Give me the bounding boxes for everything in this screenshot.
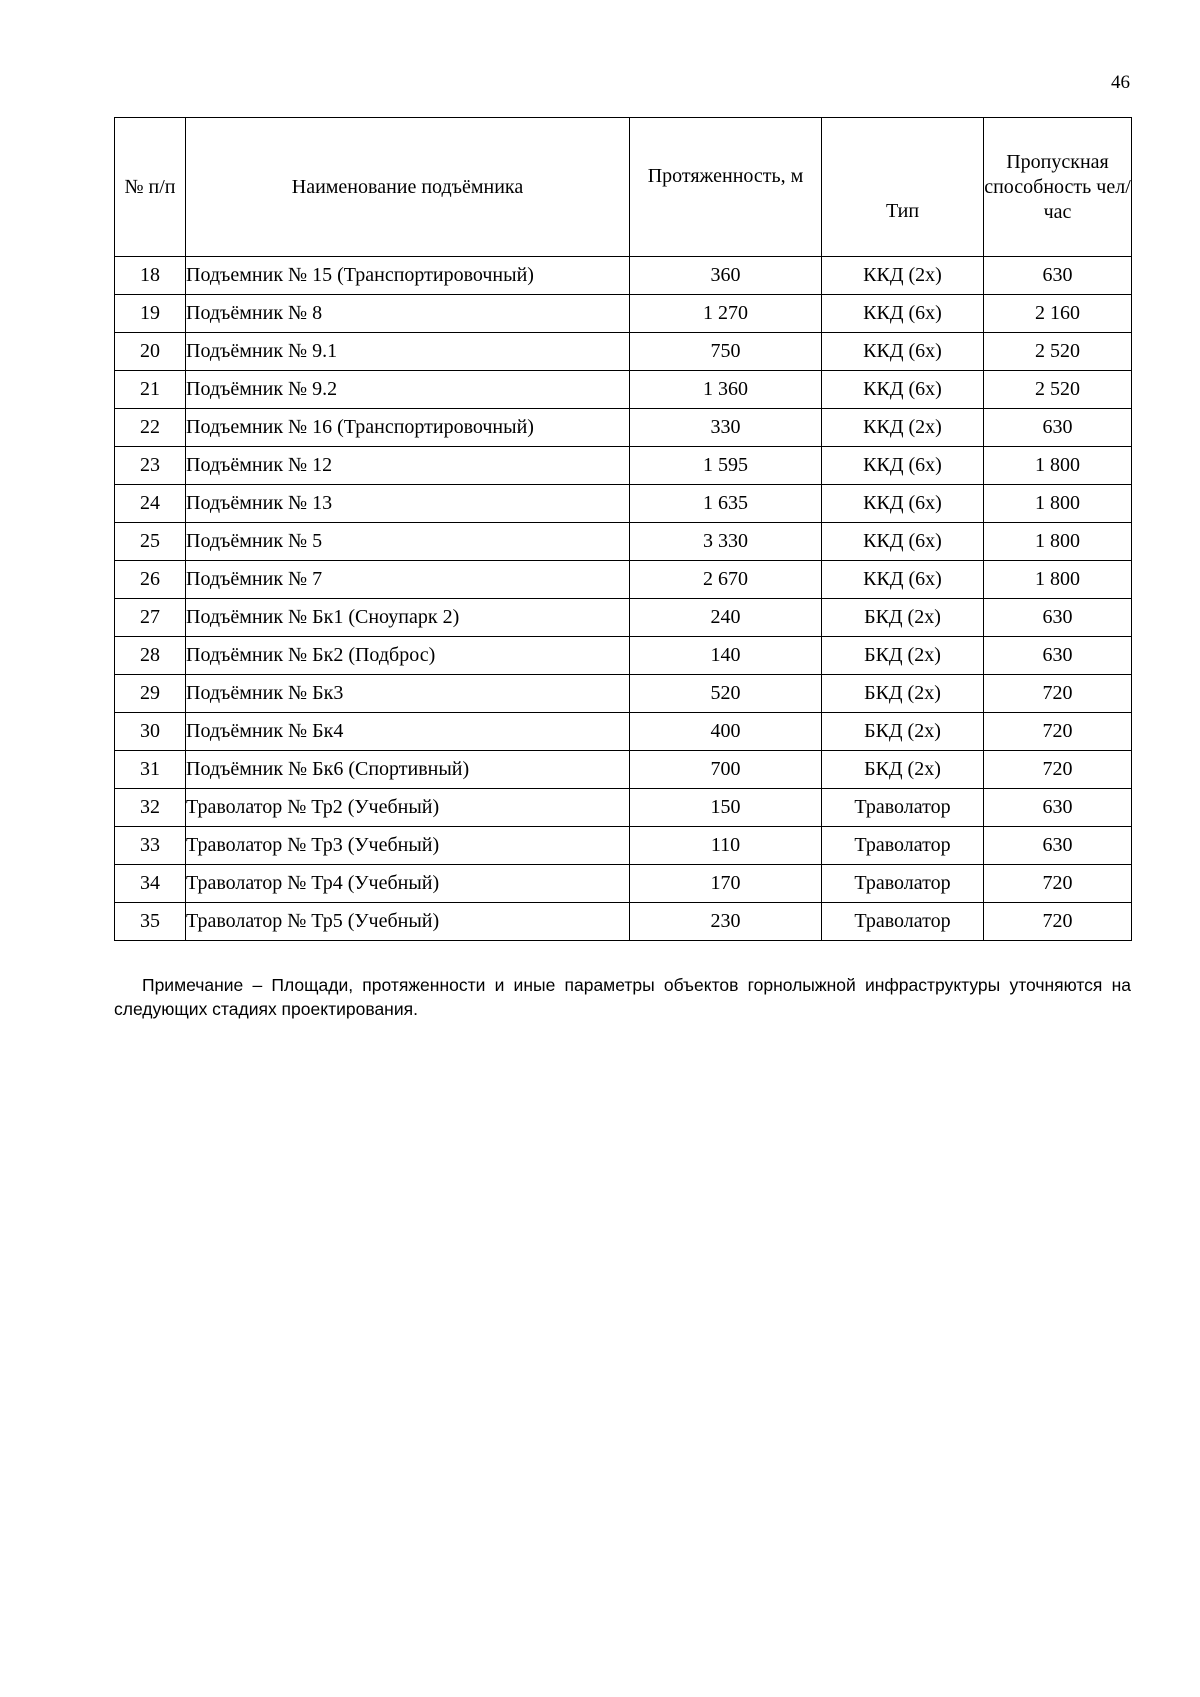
cell-name: Подъёмник № 5 <box>186 523 630 561</box>
cell-name: Подъемник № 15 (Транспортировочный) <box>186 257 630 295</box>
table-note: Примечание – Площади, протяженности и иные параметры объектов горнолыжной инфраструктуры уточняются на следующих стадиях проектирования. <box>114 975 1131 1019</box>
table-row <box>115 485 1132 523</box>
cell-num: 34 <box>115 865 186 903</box>
cell-name: Подъёмник № 13 <box>186 485 630 523</box>
cell-capacity: 630 <box>984 599 1132 637</box>
lifts-table <box>114 117 1132 941</box>
cell-length: 150 <box>630 789 822 827</box>
cell-length: 330 <box>630 409 822 447</box>
cell-num: 26 <box>115 561 186 599</box>
cell-type: ККД (6х) <box>822 333 984 371</box>
cell-length: 230 <box>630 903 822 941</box>
cell-num: 27 <box>115 599 186 637</box>
table-row <box>115 409 1132 447</box>
cell-length: 520 <box>630 675 822 713</box>
cell-name: Подъёмник № 8 <box>186 295 630 333</box>
cell-type: Траволатор <box>822 903 984 941</box>
cell-num: 28 <box>115 637 186 675</box>
table-header <box>115 118 1132 257</box>
cell-capacity: 1 800 <box>984 561 1132 599</box>
cell-length: 240 <box>630 599 822 637</box>
cell-name: Подъёмник № Бк2 (Подброс) <box>186 637 630 675</box>
cell-name: Подъёмник № 12 <box>186 447 630 485</box>
cell-name: Подъёмник № Бк1 (Сноупарк 2) <box>186 599 630 637</box>
cell-name: Подъёмник № 7 <box>186 561 630 599</box>
cell-type: БКД (2х) <box>822 713 984 751</box>
cell-length: 700 <box>630 751 822 789</box>
cell-name: Подъёмник № Бк6 (Спортивный) <box>186 751 630 789</box>
cell-name: Подъёмник № 9.1 <box>186 333 630 371</box>
cell-num: 32 <box>115 789 186 827</box>
table-row <box>115 333 1132 371</box>
table-row <box>115 903 1132 941</box>
cell-length: 110 <box>630 827 822 865</box>
cell-capacity: 720 <box>984 713 1132 751</box>
cell-type: Траволатор <box>822 865 984 903</box>
header-type: Тип <box>822 118 984 257</box>
cell-capacity: 630 <box>984 827 1132 865</box>
table-row <box>115 599 1132 637</box>
cell-capacity: 2 520 <box>984 333 1132 371</box>
header-name: Наименование подъёмника <box>186 118 630 257</box>
cell-type: БКД (2х) <box>822 637 984 675</box>
table-row <box>115 865 1132 903</box>
table-row <box>115 637 1132 675</box>
cell-capacity: 630 <box>984 257 1132 295</box>
cell-num: 24 <box>115 485 186 523</box>
cell-capacity: 630 <box>984 789 1132 827</box>
cell-capacity: 630 <box>984 409 1132 447</box>
cell-type: БКД (2х) <box>822 599 984 637</box>
cell-length: 1 360 <box>630 371 822 409</box>
table-row <box>115 789 1132 827</box>
table-row <box>115 295 1132 333</box>
table-row <box>115 751 1132 789</box>
cell-length: 140 <box>630 637 822 675</box>
table-row <box>115 713 1132 751</box>
cell-length: 1 635 <box>630 485 822 523</box>
header-capacity: Пропускная способность чел/час <box>984 118 1132 257</box>
cell-num: 30 <box>115 713 186 751</box>
table-row <box>115 523 1132 561</box>
cell-length: 2 670 <box>630 561 822 599</box>
cell-name: Траволатор № Тр4 (Учебный) <box>186 865 630 903</box>
cell-type: ККД (2х) <box>822 257 984 295</box>
cell-name: Траволатор № Тр3 (Учебный) <box>186 827 630 865</box>
cell-capacity: 720 <box>984 865 1132 903</box>
page-number: 46 <box>1111 72 1130 93</box>
cell-type: ККД (6х) <box>822 485 984 523</box>
cell-name: Подъёмник № 9.2 <box>186 371 630 409</box>
cell-length: 170 <box>630 865 822 903</box>
cell-length: 750 <box>630 333 822 371</box>
cell-type: ККД (6х) <box>822 523 984 561</box>
cell-num: 33 <box>115 827 186 865</box>
table-row <box>115 371 1132 409</box>
cell-type: ККД (6х) <box>822 561 984 599</box>
cell-length: 1 270 <box>630 295 822 333</box>
table-row <box>115 827 1132 865</box>
cell-capacity: 2 520 <box>984 371 1132 409</box>
cell-capacity: 720 <box>984 751 1132 789</box>
cell-type: ККД (2х) <box>822 409 984 447</box>
cell-name: Траволатор № Тр2 (Учебный) <box>186 789 630 827</box>
cell-num: 19 <box>115 295 186 333</box>
cell-type: Траволатор <box>822 827 984 865</box>
cell-num: 35 <box>115 903 186 941</box>
table-body <box>115 257 1132 941</box>
cell-name: Подъемник № 16 (Транспортировочный) <box>186 409 630 447</box>
cell-type: ККД (6х) <box>822 447 984 485</box>
cell-capacity: 2 160 <box>984 295 1132 333</box>
cell-num: 21 <box>115 371 186 409</box>
cell-name: Подъёмник № Бк4 <box>186 713 630 751</box>
table-row <box>115 257 1132 295</box>
cell-num: 23 <box>115 447 186 485</box>
cell-capacity: 1 800 <box>984 447 1132 485</box>
cell-capacity: 720 <box>984 675 1132 713</box>
cell-capacity: 630 <box>984 637 1132 675</box>
cell-type: БКД (2х) <box>822 751 984 789</box>
cell-num: 22 <box>115 409 186 447</box>
cell-length: 360 <box>630 257 822 295</box>
cell-num: 25 <box>115 523 186 561</box>
table-row <box>115 561 1132 599</box>
cell-length: 1 595 <box>630 447 822 485</box>
table-row <box>115 675 1132 713</box>
cell-type: ККД (6х) <box>822 295 984 333</box>
cell-num: 31 <box>115 751 186 789</box>
cell-name: Подъёмник № Бк3 <box>186 675 630 713</box>
cell-type: ККД (6х) <box>822 371 984 409</box>
cell-length: 400 <box>630 713 822 751</box>
cell-name: Траволатор № Тр5 (Учебный) <box>186 903 630 941</box>
header-row <box>115 118 1132 257</box>
cell-num: 29 <box>115 675 186 713</box>
cell-num: 20 <box>115 333 186 371</box>
cell-length: 3 330 <box>630 523 822 561</box>
cell-num: 18 <box>115 257 186 295</box>
header-length: Протяженность, м <box>630 118 822 257</box>
cell-type: БКД (2х) <box>822 675 984 713</box>
cell-capacity: 1 800 <box>984 485 1132 523</box>
table-row <box>115 447 1132 485</box>
header-num: № п/п <box>115 118 186 257</box>
cell-capacity: 720 <box>984 903 1132 941</box>
cell-capacity: 1 800 <box>984 523 1132 561</box>
cell-type: Траволатор <box>822 789 984 827</box>
